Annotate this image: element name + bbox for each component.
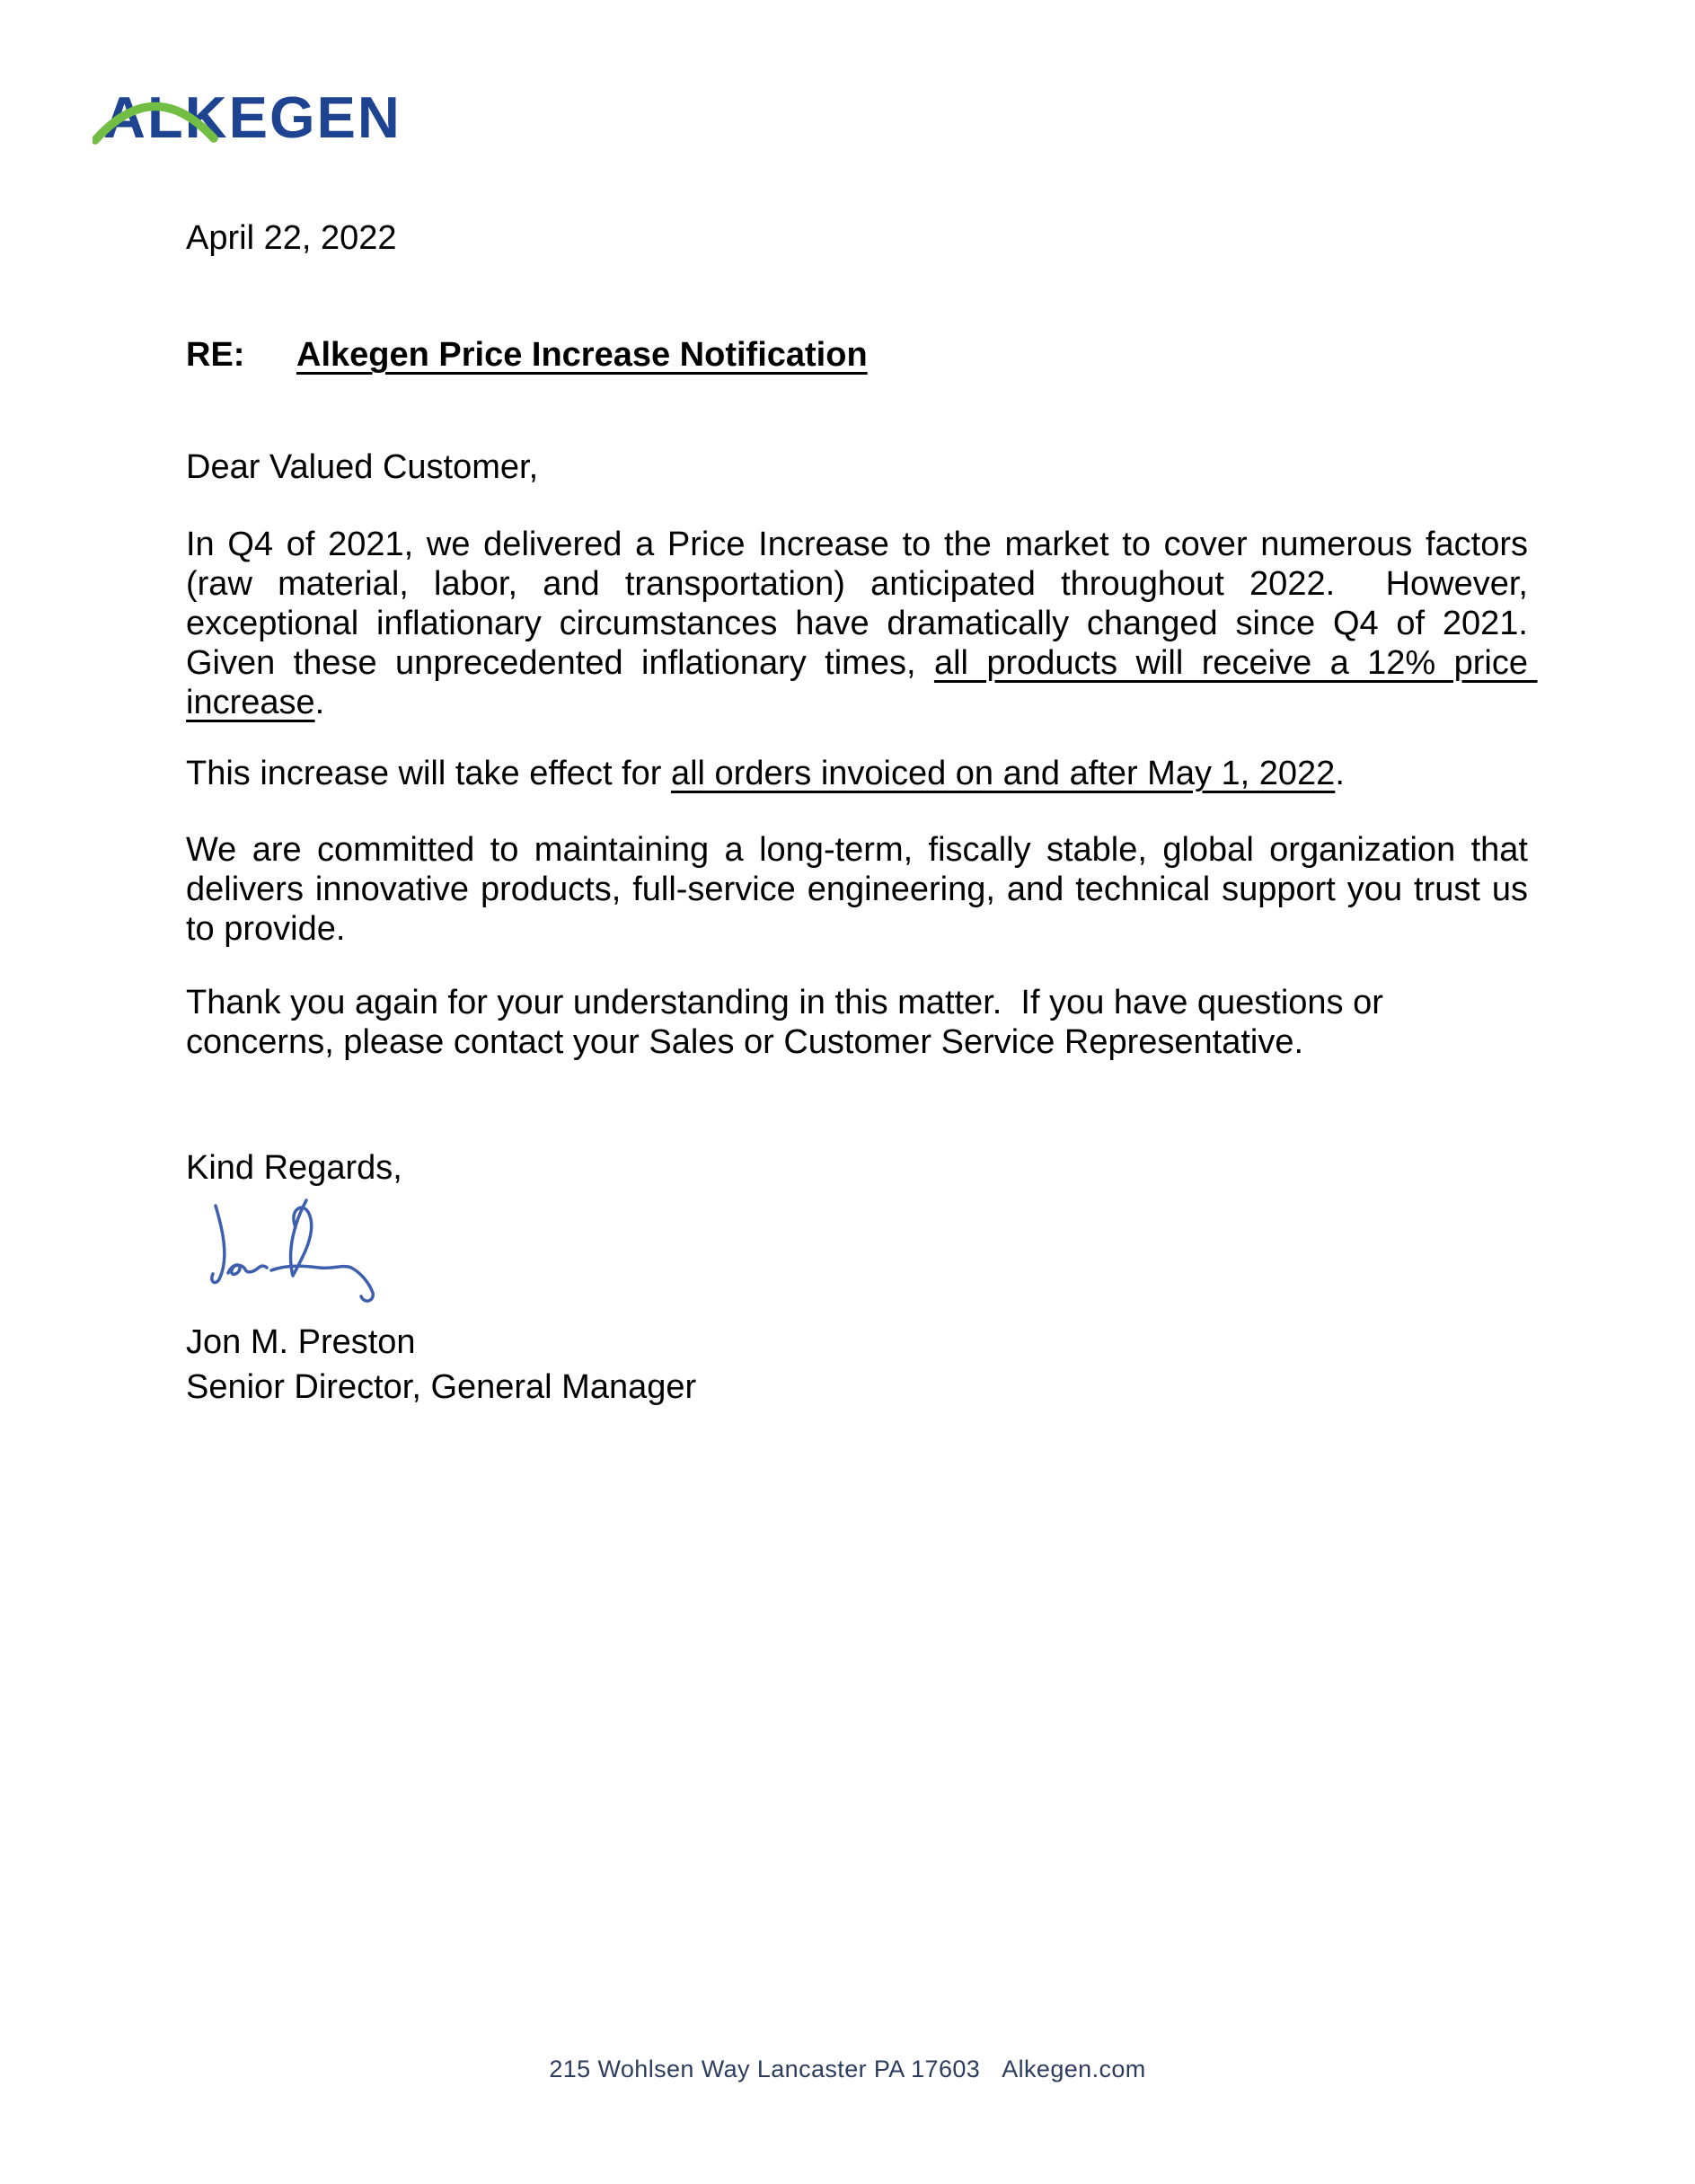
logo-wordmark: ALKEGEN (103, 84, 402, 149)
salutation: Dear Valued Customer, (186, 448, 539, 486)
paragraph-1-tail: . (314, 684, 325, 721)
signature-image (189, 1186, 499, 1325)
signer-title: Senior Director, General Manager (186, 1368, 697, 1406)
subject-label: RE: (186, 336, 245, 374)
closing: Kind Regards, (186, 1149, 402, 1187)
signer-name: Jon M. Preston (186, 1323, 416, 1361)
subject-line (186, 336, 868, 375)
alkegen-logo (93, 79, 402, 149)
paragraph-effective-date (186, 754, 1528, 793)
paragraph-2-lead: This increase will take effect for (186, 755, 671, 792)
footer-address: 215 Wohlsen Way Lancaster PA 17603 (549, 2056, 981, 2082)
footer-website: Alkegen.com (1002, 2056, 1146, 2082)
paragraph-2-tail: . (1335, 755, 1345, 792)
signature-strokes (212, 1200, 373, 1301)
paragraph-price-increase (186, 525, 1548, 722)
paragraph-2-underlined: all orders invoiced on and after May 1, 2022 (670, 755, 1336, 792)
letter-date: April 22, 2022 (186, 219, 397, 257)
paragraph-commitment: We are committed to maintaining a long-term, fiscally stable, global organization that delivers innovative products, full-service engineering, and technical support you trust us to provide. (186, 831, 1538, 948)
paragraph-thanks: Thank you again for your understanding in this matter. If you have questions or concerns, please contact your Sales or Customer Service Representative. (186, 984, 1393, 1061)
subject-title: Alkegen Price Increase Notification (296, 336, 868, 374)
page-footer (0, 2056, 1695, 2083)
paragraph-1-lead: In Q4 of 2021, we delivered a Price Increase to the market to cover numerous factors (raw material, labor, and transportation) anticipated throughout 2022. However, exceptional inflationary circumstances have dramatically changed since Q4 of 2021. Given these unprecedented inflationary times, (186, 526, 1548, 682)
paragraph-1-underlined: all products will receive a 12% price increase (186, 644, 1538, 721)
